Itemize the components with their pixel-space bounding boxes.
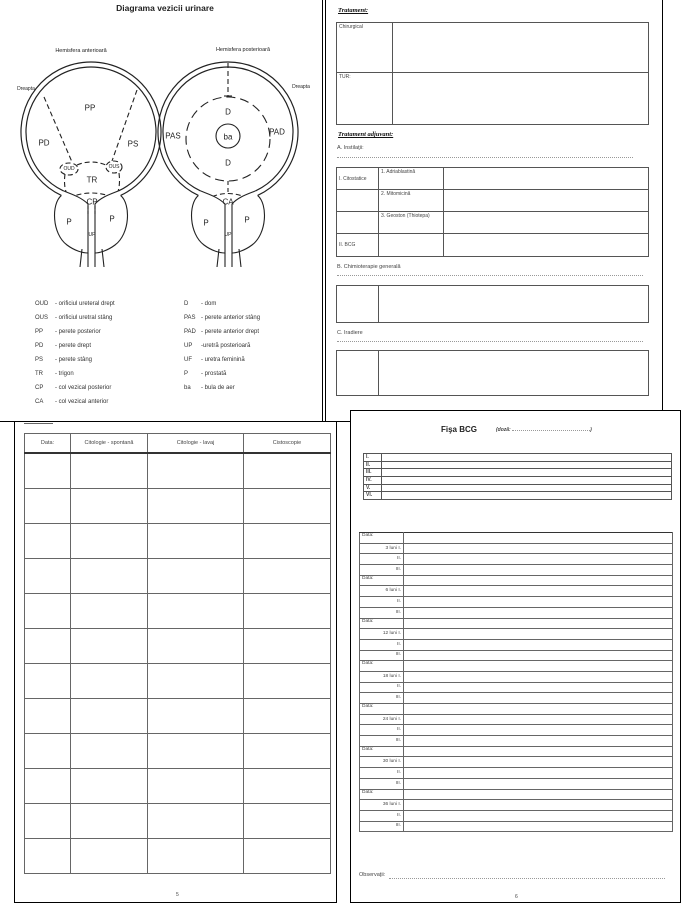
legend-abbr: PP xyxy=(35,329,44,335)
page-number: 5 xyxy=(176,892,179,898)
drug-input-cell[interactable] xyxy=(444,190,649,212)
table-cell[interactable] xyxy=(148,489,244,524)
legend-desc: - trigon xyxy=(55,371,74,377)
series-label: VI. xyxy=(364,492,382,500)
schedule-row xyxy=(360,736,673,747)
schedule-row xyxy=(360,725,673,736)
table-row xyxy=(25,734,331,769)
series-label: I. xyxy=(364,454,382,462)
schedule-row xyxy=(360,671,673,682)
table-cell[interactable] xyxy=(148,559,244,594)
schedule-row xyxy=(360,810,673,821)
hemisphere-posterior-label: Hemisfera posterioară xyxy=(215,47,271,53)
instillation-label: II. xyxy=(360,682,404,693)
schedule-row xyxy=(360,693,673,704)
instillation-label: II. xyxy=(360,554,404,565)
instillation-input-cell[interactable] xyxy=(404,607,673,618)
table-cell[interactable] xyxy=(25,804,71,839)
table-cell[interactable] xyxy=(244,629,331,664)
instillation-label: II. xyxy=(360,768,404,779)
date-input-cell[interactable] xyxy=(404,618,673,629)
empty-cell xyxy=(337,212,379,234)
label-d-bottom: D xyxy=(225,158,231,168)
schedule-row xyxy=(360,757,673,768)
instillation-label: 24 luni I. xyxy=(360,714,404,725)
cytology-table xyxy=(24,433,331,874)
legend-abbr: D xyxy=(184,301,189,307)
schedule-row xyxy=(360,800,673,811)
label-up-posterior: UP xyxy=(224,232,232,238)
series-input-cell[interactable] xyxy=(382,492,672,500)
instillation-label: 30 luni I. xyxy=(360,757,404,768)
section-c-label: C. Iradiere xyxy=(337,330,363,336)
date-input-cell[interactable] xyxy=(404,575,673,586)
legend-right xyxy=(184,301,314,401)
tur-label: TUR: xyxy=(337,73,393,125)
bcg-input-cell[interactable] xyxy=(444,234,649,257)
legend-desc: - col vezical posterior xyxy=(55,385,112,391)
observations-input[interactable] xyxy=(389,878,665,879)
series-input-cell[interactable] xyxy=(382,477,672,485)
series-input-cell[interactable] xyxy=(382,461,672,469)
instillation-input-cell[interactable] xyxy=(404,778,673,789)
schedule-row xyxy=(360,821,673,832)
bcg-sub-cell[interactable] xyxy=(379,234,444,257)
table-row xyxy=(25,453,331,489)
posterior-dashed-regions xyxy=(186,63,270,200)
legend-abbr: OUD xyxy=(35,301,49,307)
schedule-row xyxy=(360,714,673,725)
series-label: IV. xyxy=(364,477,382,485)
column-header: Citologie - spontană xyxy=(71,434,148,454)
table-row xyxy=(25,489,331,524)
series-row xyxy=(364,461,672,469)
table-cell[interactable] xyxy=(148,524,244,559)
legend-desc: -uretră posterioară xyxy=(201,343,251,349)
instillation-label: II. xyxy=(360,810,404,821)
instillation-input-cell[interactable] xyxy=(404,650,673,661)
table-cell[interactable] xyxy=(25,489,71,524)
column-header: Data: xyxy=(25,434,71,454)
column-header: Cistoscopie xyxy=(244,434,331,454)
table-cell[interactable] xyxy=(71,489,148,524)
table-cell[interactable] xyxy=(71,699,148,734)
table-cell[interactable] xyxy=(71,453,148,489)
table-row xyxy=(25,594,331,629)
schedule-row xyxy=(360,778,673,789)
date-label: Data: xyxy=(360,533,404,544)
series-row xyxy=(364,492,672,500)
instillation-label: II. xyxy=(360,725,404,736)
dose-field xyxy=(496,427,592,433)
table-cell[interactable] xyxy=(148,699,244,734)
table-cell[interactable] xyxy=(71,594,148,629)
instillation-input-cell[interactable] xyxy=(404,821,673,832)
legend-desc: - prostată xyxy=(201,371,227,377)
table-cell[interactable] xyxy=(244,734,331,769)
legend-left xyxy=(35,301,175,411)
legend-desc: - orificiul uretral stâng xyxy=(55,315,113,321)
instillation-label: II. xyxy=(360,639,404,650)
instillation-input-cell[interactable] xyxy=(404,800,673,811)
drug-label: 1. Adriablastină xyxy=(379,168,444,190)
legend-desc: - uretra feminină xyxy=(201,357,245,363)
schedule-row xyxy=(360,639,673,650)
label-pd: PD xyxy=(38,138,50,148)
schedule-date-row xyxy=(360,704,673,715)
schedule-row xyxy=(360,768,673,779)
side-label-left: Dreapta xyxy=(17,86,35,92)
table-cell[interactable] xyxy=(244,839,331,874)
empty-cell xyxy=(337,190,379,212)
table-cell[interactable] xyxy=(244,453,331,489)
table-cell[interactable] xyxy=(71,769,148,804)
section-a-dotted-line xyxy=(337,157,633,158)
label-pas: PAS xyxy=(165,131,181,141)
table-cell[interactable] xyxy=(244,664,331,699)
legend-abbr: UP xyxy=(184,343,193,349)
bcg-title: Fişa BCG xyxy=(441,425,478,434)
legend-desc: - perete posterior xyxy=(55,329,101,335)
instillation-label: 12 luni I. xyxy=(360,629,404,640)
instillation-input-cell[interactable] xyxy=(404,565,673,576)
instillation-input-cell[interactable] xyxy=(404,725,673,736)
label-p-left: P xyxy=(66,217,72,227)
instillation-label: 3 luni I. xyxy=(360,543,404,554)
date-label: Data: xyxy=(360,575,404,586)
table-cell[interactable] xyxy=(148,769,244,804)
label-ous: OUS xyxy=(108,164,120,170)
table-cell[interactable] xyxy=(244,559,331,594)
instillation-input-cell[interactable] xyxy=(404,810,673,821)
table-cell[interactable] xyxy=(148,734,244,769)
bcg-series-table xyxy=(363,453,672,500)
instillation-label: III. xyxy=(360,736,404,747)
table-cell[interactable] xyxy=(25,524,71,559)
surgical-label: Chirurgical xyxy=(337,23,393,73)
instillation-input-cell[interactable] xyxy=(404,768,673,779)
series-row xyxy=(364,484,672,492)
instillation-label: III. xyxy=(360,693,404,704)
irradiation-table xyxy=(336,350,649,396)
label-oud: OUD xyxy=(63,166,75,172)
legend-abbr: TR xyxy=(35,371,43,377)
series-label: II. xyxy=(364,461,382,469)
legend-desc: - orificiul ureteral drept xyxy=(55,301,115,307)
schedule-row xyxy=(360,597,673,608)
instillation-input-cell[interactable] xyxy=(404,586,673,597)
instillation-label: III. xyxy=(360,565,404,576)
instillation-input-cell[interactable] xyxy=(404,639,673,650)
schedule-date-row xyxy=(360,618,673,629)
schedule-date-row xyxy=(360,533,673,544)
schedule-row xyxy=(360,650,673,661)
instillation-label: 36 luni I. xyxy=(360,800,404,811)
series-row xyxy=(364,477,672,485)
date-input-cell[interactable] xyxy=(404,746,673,757)
label-p-right-posterior: P xyxy=(244,215,250,225)
table-cell[interactable] xyxy=(244,769,331,804)
instillation-input-cell[interactable] xyxy=(404,554,673,565)
page-number: 6 xyxy=(515,894,518,900)
instillation-label: III. xyxy=(360,607,404,618)
table-cell[interactable] xyxy=(25,594,71,629)
page-bcg-sheet xyxy=(350,410,681,903)
series-label: III. xyxy=(364,469,382,477)
instillation-label: 6 luni I. xyxy=(360,586,404,597)
schedule-row xyxy=(360,565,673,576)
chemotherapy-date-cell[interactable] xyxy=(337,286,379,323)
legend-desc: - dom xyxy=(201,301,217,307)
dose-label: (doză: xyxy=(496,427,511,433)
hemisphere-anterior-label: Hemisfera anterioară xyxy=(55,48,107,54)
cytostatics-label: I. Citostatice xyxy=(337,168,379,190)
covered-heading-underline xyxy=(24,423,53,424)
schedule-date-row xyxy=(360,789,673,800)
label-ps: PS xyxy=(127,139,139,149)
treatment-heading: Tratament: xyxy=(338,7,369,14)
instillation-input-cell[interactable] xyxy=(404,597,673,608)
legend-desc: - perete anterior drept xyxy=(201,329,260,335)
instillation-input-cell[interactable] xyxy=(404,714,673,725)
label-p-left-posterior: P xyxy=(203,218,209,228)
section-b-label: B. Chimioterapie generală xyxy=(337,264,401,270)
diagram-title: Diagrama vezicii urinare xyxy=(116,3,214,13)
schedule-row xyxy=(360,629,673,640)
schedule-row xyxy=(360,554,673,565)
schedule-row xyxy=(360,543,673,554)
table-cell[interactable] xyxy=(71,804,148,839)
irradiation-date-cell[interactable] xyxy=(337,351,379,396)
table-row xyxy=(25,629,331,664)
label-tr: TR xyxy=(86,175,98,185)
table-cell[interactable] xyxy=(244,524,331,559)
legend-desc: - perete anterior stâng xyxy=(201,315,261,321)
table-cell[interactable] xyxy=(148,664,244,699)
table-cell[interactable] xyxy=(71,629,148,664)
series-row xyxy=(364,469,672,477)
column-header: Citologie - lavaj xyxy=(148,434,244,454)
instillation-input-cell[interactable] xyxy=(404,671,673,682)
series-input-cell[interactable] xyxy=(382,484,672,492)
date-input-cell[interactable] xyxy=(404,661,673,672)
label-up: UP xyxy=(88,232,96,238)
table-cell[interactable] xyxy=(71,664,148,699)
instillation-input-cell[interactable] xyxy=(404,693,673,704)
section-c-dotted-line xyxy=(337,341,643,342)
adjuvant-heading: Tratament adjuvant: xyxy=(338,131,394,138)
table-cell[interactable] xyxy=(148,839,244,874)
date-label: Data: xyxy=(360,661,404,672)
label-d-top: D xyxy=(225,107,231,117)
section-a-label: A. Instilaţii: xyxy=(337,145,364,151)
table-row xyxy=(25,664,331,699)
table-cell[interactable] xyxy=(25,734,71,769)
table-cell[interactable] xyxy=(71,524,148,559)
legend-abbr: CP xyxy=(35,385,44,391)
table-cell[interactable] xyxy=(25,839,71,874)
side-label-right: Dreapta xyxy=(292,84,310,90)
date-label: Data: xyxy=(360,789,404,800)
date-input-cell[interactable] xyxy=(404,533,673,544)
schedule-row xyxy=(360,682,673,693)
table-cell[interactable] xyxy=(71,559,148,594)
tur-input-cell[interactable] xyxy=(393,73,649,125)
instillation-label: 18 luni I. xyxy=(360,671,404,682)
observations-label: Observaţii: xyxy=(359,872,386,878)
dose-close: ) xyxy=(590,427,592,433)
legend-desc: - perete stâng xyxy=(55,357,93,363)
instillation-input-cell[interactable] xyxy=(404,629,673,640)
label-pad: PAD xyxy=(269,127,285,137)
table-row xyxy=(25,559,331,594)
legend-abbr: PD xyxy=(35,343,44,349)
instillation-input-cell[interactable] xyxy=(404,543,673,554)
table-cell[interactable] xyxy=(25,559,71,594)
instillation-input-cell[interactable] xyxy=(404,682,673,693)
instillations-table xyxy=(336,167,649,257)
irradiation-input-cell[interactable] xyxy=(379,351,649,396)
legend-desc: - col vezical anterior xyxy=(55,399,109,405)
label-ca: CA xyxy=(222,197,234,207)
schedule-row xyxy=(360,586,673,597)
table-row xyxy=(25,839,331,874)
section-b-dotted-line xyxy=(337,275,643,276)
table-cell[interactable] xyxy=(148,629,244,664)
legend-abbr: PAS xyxy=(184,315,196,321)
instillation-label: III. xyxy=(360,821,404,832)
legend-abbr: ba xyxy=(184,385,191,391)
series-input-cell[interactable] xyxy=(382,469,672,477)
series-input-cell[interactable] xyxy=(382,454,672,462)
drug-input-cell[interactable] xyxy=(444,168,649,190)
schedule-date-row xyxy=(360,661,673,672)
legend-abbr: OUS xyxy=(35,315,49,321)
label-pp: PP xyxy=(84,103,96,113)
legend-abbr: CA xyxy=(35,399,44,405)
series-row xyxy=(364,454,672,462)
label-ba: ba xyxy=(223,132,233,142)
legend-abbr: UF xyxy=(184,357,192,363)
legend-abbr: PS xyxy=(35,357,44,363)
instillation-label: III. xyxy=(360,778,404,789)
instillation-label: III. xyxy=(360,650,404,661)
table-cell[interactable] xyxy=(244,699,331,734)
table-cell[interactable] xyxy=(25,699,71,734)
dose-input[interactable] xyxy=(512,430,590,431)
bcg-schedule-table xyxy=(359,532,673,832)
bladder-diagram xyxy=(0,0,323,284)
schedule-date-row xyxy=(360,575,673,586)
drug-label: 2. Mitomicină xyxy=(379,190,444,212)
table-cell[interactable] xyxy=(148,594,244,629)
table-row xyxy=(25,699,331,734)
instillation-input-cell[interactable] xyxy=(404,757,673,768)
table-row xyxy=(25,524,331,559)
table-cell[interactable] xyxy=(25,769,71,804)
series-label: V. xyxy=(364,484,382,492)
treatment-table xyxy=(336,22,649,125)
table-row xyxy=(25,769,331,804)
instillation-input-cell[interactable] xyxy=(404,736,673,747)
table-cell[interactable] xyxy=(25,629,71,664)
surgical-input-cell[interactable] xyxy=(393,23,649,73)
label-cp: CP xyxy=(86,197,98,207)
table-cell[interactable] xyxy=(25,664,71,699)
table-cell[interactable] xyxy=(71,839,148,874)
table-cell[interactable] xyxy=(71,734,148,769)
drug-input-cell[interactable] xyxy=(444,212,649,234)
table-header-row xyxy=(25,434,331,454)
page-bladder-diagram xyxy=(0,0,323,422)
chemotherapy-table xyxy=(336,285,649,323)
bcg-label: II. BCG xyxy=(337,234,379,257)
table-cell[interactable] xyxy=(25,453,71,489)
table-cell[interactable] xyxy=(148,453,244,489)
drug-label: 3. Geoston (Thiotepa) xyxy=(379,212,444,234)
legend-desc: - bula de aer xyxy=(201,385,235,391)
legend-abbr: PAD xyxy=(184,329,196,335)
table-cell[interactable] xyxy=(244,594,331,629)
table-cell[interactable] xyxy=(244,489,331,524)
date-label: Data: xyxy=(360,746,404,757)
chemotherapy-input-cell[interactable] xyxy=(379,286,649,323)
page-cytology xyxy=(14,421,337,903)
schedule-date-row xyxy=(360,746,673,757)
date-input-cell[interactable] xyxy=(404,789,673,800)
legend-desc: - perete drept xyxy=(55,343,92,349)
date-label: Data: xyxy=(360,618,404,629)
label-p-right: P xyxy=(109,214,115,224)
schedule-row xyxy=(360,607,673,618)
date-label: Data: xyxy=(360,704,404,715)
instillation-label: II. xyxy=(360,597,404,608)
date-input-cell[interactable] xyxy=(404,704,673,715)
table-cell[interactable] xyxy=(244,804,331,839)
legend-abbr: P xyxy=(184,371,189,377)
table-row xyxy=(25,804,331,839)
table-cell[interactable] xyxy=(148,804,244,839)
page-treatment xyxy=(325,0,663,422)
